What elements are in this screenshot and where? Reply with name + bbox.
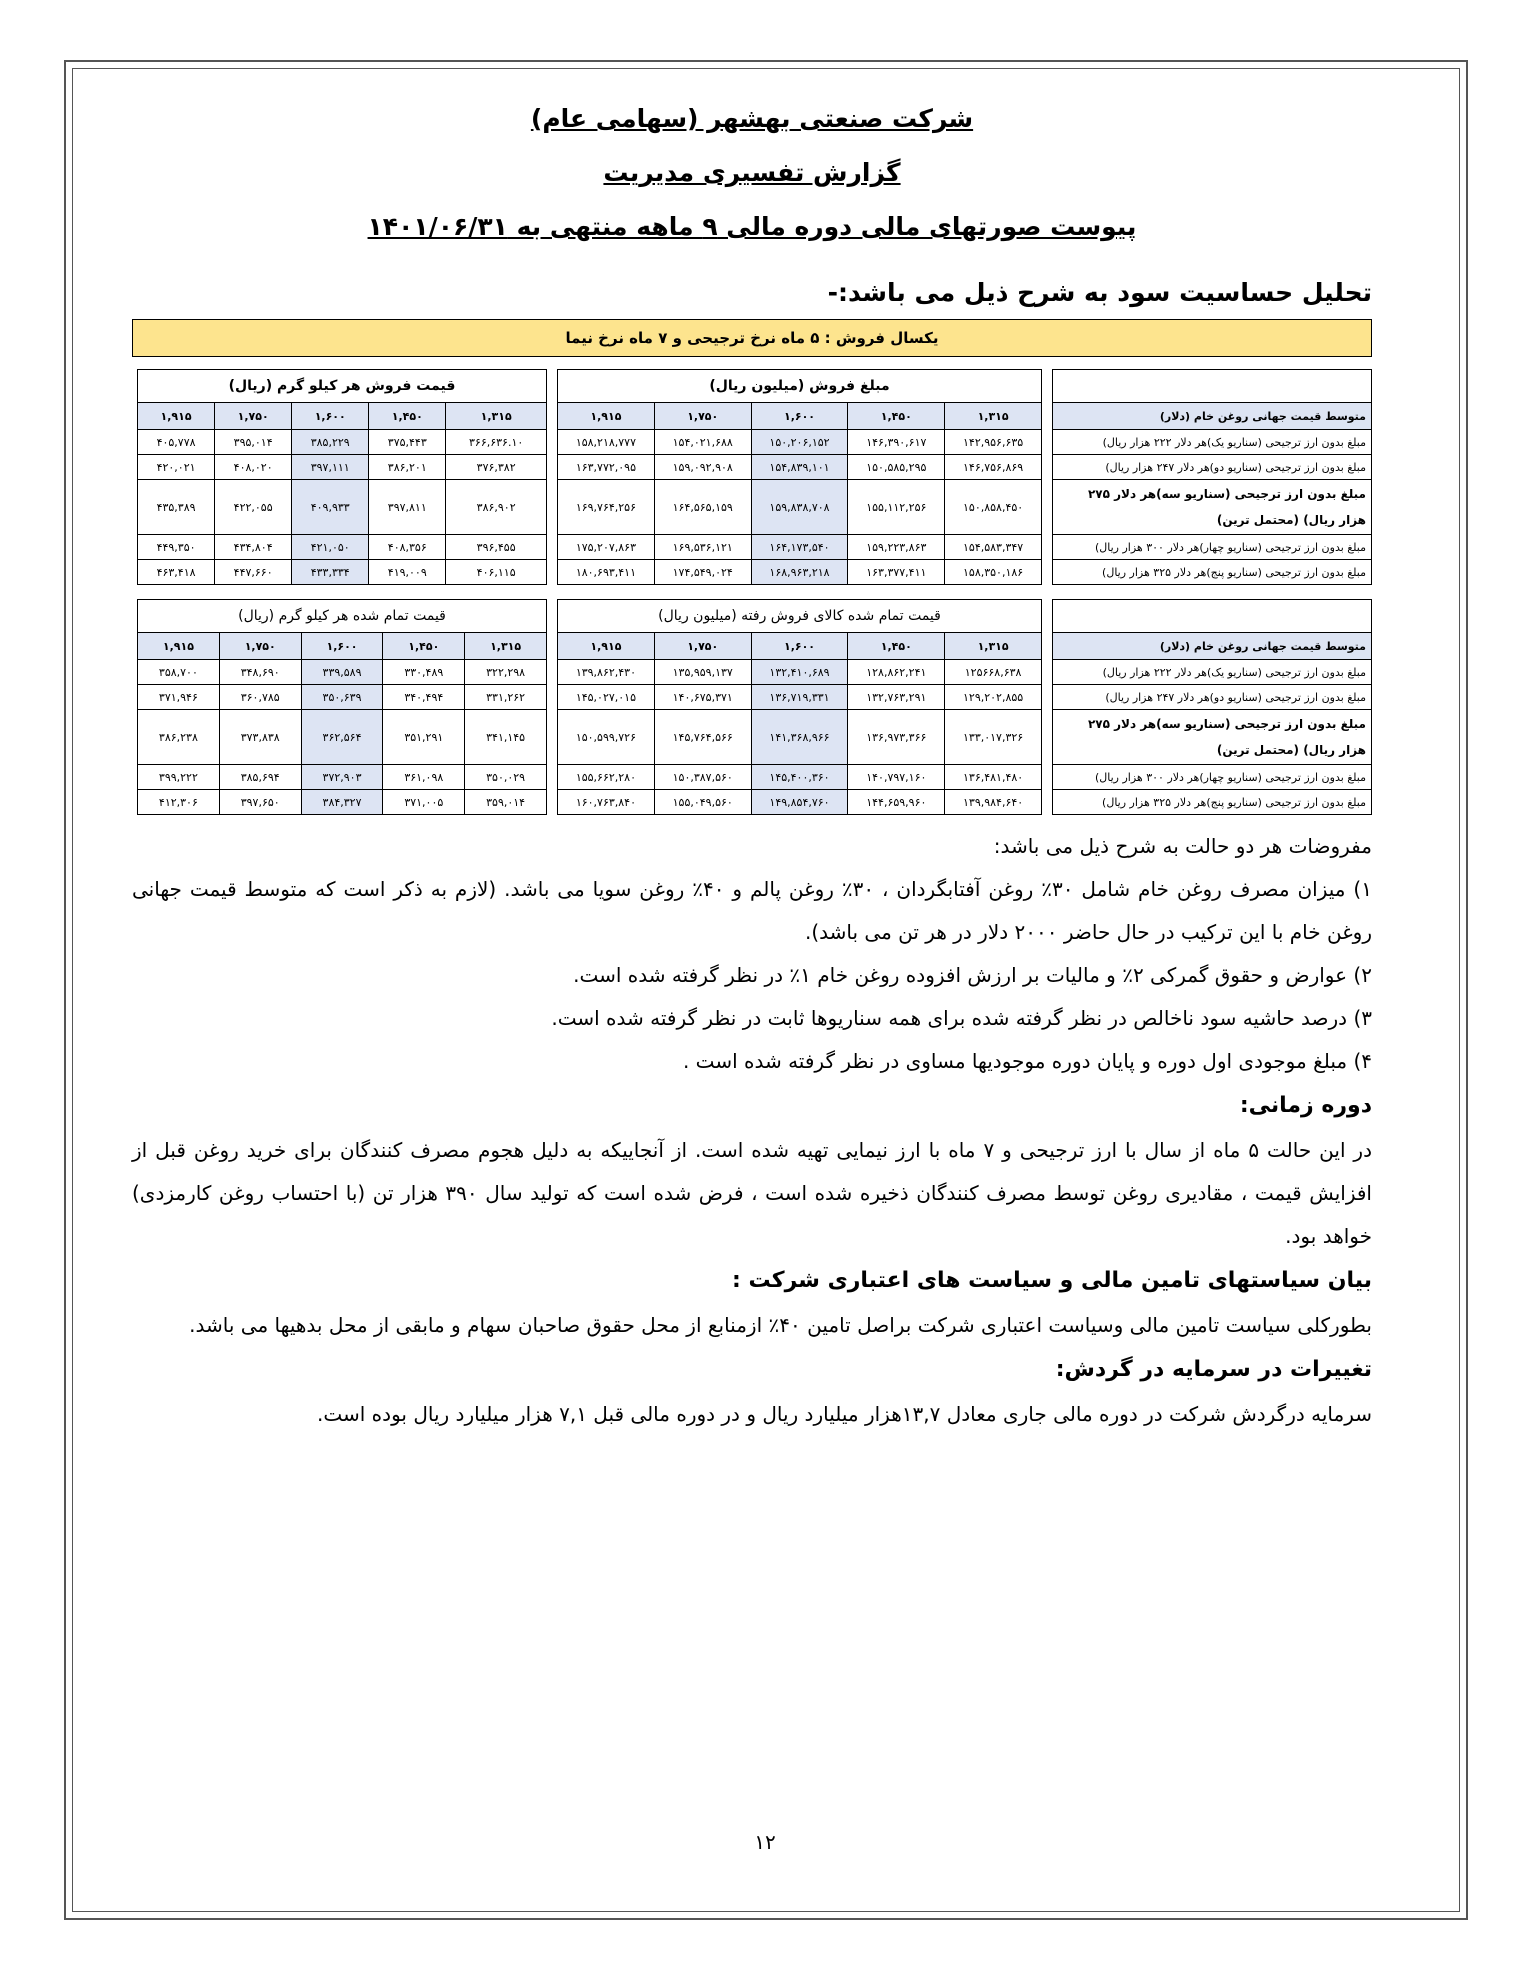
assumptions-section bbox=[132, 825, 1372, 1083]
cogs-unit-price-cell: ۳۵۰,۰۲۹ bbox=[465, 765, 547, 790]
cogs-amount-cell: ۱۵۰,۵۹۹,۷۲۶ bbox=[558, 710, 655, 765]
scenario-1-label: مبلغ بدون ارز ترجیحی (سناریو یک)هر دلار ۲۲۲ هزار ریال) bbox=[1053, 660, 1372, 685]
price-header-2: ۱,۴۵۰ bbox=[848, 403, 945, 430]
cogs-unit-price-cell: ۳۸۴,۳۲۷ bbox=[301, 790, 383, 815]
cogs-amount-cell: ۱۳۹,۸۶۲,۴۳۰ bbox=[558, 660, 655, 685]
table-row bbox=[138, 765, 547, 790]
sales-unit-price-cell: ۴۰۸,۳۵۶ bbox=[369, 535, 446, 560]
cogs-unit-price-cell: ۳۷۱,۰۰۵ bbox=[383, 790, 465, 815]
sales-unit-price-cell: ۴۱۹,۰۰۹ bbox=[369, 560, 446, 585]
sales-amount-cell: ۱۶۸,۹۶۳,۲۱۸ bbox=[751, 560, 848, 585]
working-capital-title: تغییرات در سرمایه در گردش: bbox=[1055, 1357, 1372, 1382]
cogs-unit-price-cell: ۳۵۰,۶۳۹ bbox=[301, 685, 383, 710]
cogs-unit-price-cell: ۳۴۰,۴۹۴ bbox=[383, 685, 465, 710]
sales-unit-price-cell: ۴۲۲,۰۵۵ bbox=[215, 480, 292, 535]
cogs-amount-cell: ۱۳۵,۹۵۹,۱۳۷ bbox=[654, 660, 751, 685]
cogs-unit-price-cell: ۳۸۶,۲۳۸ bbox=[138, 710, 220, 765]
assumption-4: ۴) مبلغ موجودی اول دوره و پایان دوره موجودیها مساوی در نظر گرفته شده است . bbox=[682, 1049, 1372, 1073]
sales-unit-price-cell: ۳۹۷,۱۱۱ bbox=[292, 455, 369, 480]
sales-amount-cell: ۱۵۸,۳۵۰,۱۸۶ bbox=[945, 560, 1042, 585]
sales-unit-price-cell: ۳۷۵,۴۴۳ bbox=[369, 430, 446, 455]
price-header-5: ۱,۹۱۵ bbox=[138, 403, 215, 430]
cogs-amount-cell: ۱۳۶,۹۷۳,۳۶۶ bbox=[848, 710, 945, 765]
table-row bbox=[558, 790, 1042, 815]
scenario-5-label: مبلغ بدون ارز ترجیحی (سناریو پنج)هر دلار ۳۲۵ هزار ریال) bbox=[1053, 560, 1372, 585]
table-row bbox=[558, 430, 1042, 455]
sales-unit-price-title: قیمت فروش هر کیلو گرم (ریال) bbox=[138, 370, 547, 403]
sales-amount-cell: ۱۷۵,۲۰۷,۸۶۳ bbox=[558, 535, 655, 560]
sales-amount-cell: ۱۶۹,۵۳۶,۱۲۱ bbox=[654, 535, 751, 560]
sales-unit-price-cell: ۳۹۷,۸۱۱ bbox=[369, 480, 446, 535]
table-row bbox=[138, 480, 547, 535]
price-header-2: ۱,۴۵۰ bbox=[848, 633, 945, 660]
company-name: شرکت صنعتی بهشهر (سهامی عام) bbox=[530, 104, 974, 133]
cogs-amount-cell: ۱۲۹,۲۰۲,۸۵۵ bbox=[945, 685, 1042, 710]
scenario-1-label: مبلغ بدون ارز ترجیحی (سناریو یک)هر دلار ۲۲۲ هزار ریال) bbox=[1053, 430, 1372, 455]
period-title: دوره زمانی: bbox=[1239, 1093, 1372, 1118]
assumption-2: ۲) عوارض و حقوق گمرکی ۲٪ و مالیات بر ارزش افزوده روغن خام ۱٪ در نظر گرفته شده است. bbox=[573, 963, 1372, 987]
sales-unit-price-cell: ۴۳۴,۸۰۴ bbox=[215, 535, 292, 560]
price-header-5: ۱,۹۱۵ bbox=[138, 633, 220, 660]
sales-amount-cell: ۱۸۰,۶۹۳,۴۱۱ bbox=[558, 560, 655, 585]
price-header-3: ۱,۶۰۰ bbox=[751, 403, 848, 430]
cogs-amount-cell: ۱۵۵,۰۴۹,۵۶۰ bbox=[654, 790, 751, 815]
page-content bbox=[132, 92, 1372, 1436]
table-row bbox=[558, 685, 1042, 710]
table-row bbox=[558, 535, 1042, 560]
table-row bbox=[558, 710, 1042, 765]
cogs-amount-cell: ۱۴۰,۷۹۷,۱۶۰ bbox=[848, 765, 945, 790]
scenario-banner: یکسال فروش : ۵ ماه نرخ ترجیحی و ۷ ماه نرخ نیما bbox=[132, 319, 1372, 357]
cogs-unit-price-cell: ۳۳۰,۴۸۹ bbox=[383, 660, 465, 685]
table-row bbox=[558, 480, 1042, 535]
assumption-1: ۱) میزان مصرف روغن خام شامل ۳۰٪ روغن آفتابگردان ، ۳۰٪ روغن پالم و ۴۰٪ روغن سویا می باشد. (لازم به ذکر است که متوسط قیمت جهانی روغن خام با این ترکیب در حال حاضر ۲۰۰۰ دلار در هر تن می باشد). bbox=[132, 877, 1372, 944]
scenario-2-label: مبلغ بدون ارز ترجیحی (سناریو دو)هر دلار ۲۴۷ هزار ریال) bbox=[1053, 685, 1372, 710]
cogs-amount-cell: ۱۴۵,۰۲۷,۰۱۵ bbox=[558, 685, 655, 710]
cogs-amount-cell: ۱۳۹,۹۸۴,۶۴۰ bbox=[945, 790, 1042, 815]
cogs-unit-price-cell: ۳۹۹,۲۲۲ bbox=[138, 765, 220, 790]
assumption-3: ۳) درصد حاشیه سود ناخالص در نظر گرفته شده برای همه سناریوها ثابت در نظر گرفته شده است. bbox=[551, 1006, 1372, 1030]
sales-amount-cell: ۱۶۴,۵۶۵,۱۵۹ bbox=[654, 480, 751, 535]
table-row bbox=[558, 765, 1042, 790]
sales-unit-price-cell: ۴۳۳,۳۳۴ bbox=[292, 560, 369, 585]
cogs-amount-cell: ۱۴۱,۳۶۸,۹۶۶ bbox=[751, 710, 848, 765]
price-header-5: ۱,۹۱۵ bbox=[558, 403, 655, 430]
price-header-4: ۱,۷۵۰ bbox=[219, 633, 301, 660]
table-row bbox=[138, 660, 547, 685]
sales-amount-cell: ۱۴۶,۷۵۶,۸۶۹ bbox=[945, 455, 1042, 480]
price-header-2: ۱,۴۵۰ bbox=[369, 403, 446, 430]
sales-unit-price-cell: ۳۹۵,۰۱۴ bbox=[215, 430, 292, 455]
scenario-label-table-1 bbox=[1052, 369, 1372, 585]
sales-unit-price-cell: ۴۶۳,۴۱۸ bbox=[138, 560, 215, 585]
table-row bbox=[558, 560, 1042, 585]
sales-amount-cell: ۱۵۴,۵۸۳,۳۴۷ bbox=[945, 535, 1042, 560]
cogs-amount-cell: ۱۵۰,۳۸۷,۵۶۰ bbox=[654, 765, 751, 790]
sales-unit-price-table bbox=[137, 369, 547, 585]
sales-amount-cell: ۱۵۹,۸۳۸,۷۰۸ bbox=[751, 480, 848, 535]
report-header bbox=[132, 92, 1372, 254]
sales-amount-cell: ۱۶۳,۷۷۲,۰۹۵ bbox=[558, 455, 655, 480]
finance-text: بطورکلی سیاست تامین مالی وسیاست اعتباری شرکت براصل تامین ۴۰٪ ازمنابع از محل حقوق صاحبان سهام و مابقی از محل بدهیها می باشد. bbox=[189, 1313, 1372, 1337]
price-header-3: ۱,۶۰۰ bbox=[292, 403, 369, 430]
sales-unit-price-cell: ۳۹۶,۴۵۵ bbox=[446, 535, 547, 560]
cogs-unit-price-cell: ۳۳۹,۵۸۹ bbox=[301, 660, 383, 685]
sales-amount-cell: ۱۶۳,۳۷۷,۴۱۱ bbox=[848, 560, 945, 585]
price-header-4: ۱,۷۵۰ bbox=[654, 403, 751, 430]
row-header: متوسط قیمت جهانی روغن خام (دلار) bbox=[1053, 403, 1372, 430]
cogs-unit-price-cell: ۳۸۵,۶۹۴ bbox=[219, 765, 301, 790]
sales-unit-price-cell: ۴۲۱,۰۵۰ bbox=[292, 535, 369, 560]
price-header-4: ۱,۷۵۰ bbox=[654, 633, 751, 660]
sales-unit-price-cell: ۳۸۵,۲۲۹ bbox=[292, 430, 369, 455]
scenario-3-label: مبلغ بدون ارز ترجیحی (سناریو سه)هر دلار ۲۷۵ هزار ریال) (محتمل ترین) bbox=[1053, 710, 1372, 765]
cogs-amount-cell: ۱۴۵,۷۶۴,۵۶۶ bbox=[654, 710, 751, 765]
cogs-amount-cell: ۱۲۵۶۶۸,۶۳۸ bbox=[945, 660, 1042, 685]
cogs-unit-price-table bbox=[137, 599, 547, 815]
table-row bbox=[138, 685, 547, 710]
sales-unit-price-cell: ۴۴۷,۶۶۰ bbox=[215, 560, 292, 585]
sales-unit-price-cell: ۴۰۹,۹۳۳ bbox=[292, 480, 369, 535]
row-header: متوسط قیمت جهانی روغن خام (دلار) bbox=[1053, 633, 1372, 660]
cogs-unit-price-cell: ۳۶۱,۰۹۸ bbox=[383, 765, 465, 790]
cogs-unit-price-title: قیمت تمام شده هر کیلو گرم (ریال) bbox=[138, 600, 547, 633]
sales-unit-price-cell: ۴۳۵,۳۸۹ bbox=[138, 480, 215, 535]
sales-tables bbox=[132, 369, 1372, 585]
price-header-1: ۱,۳۱۵ bbox=[446, 403, 547, 430]
cogs-amount-title: قیمت تمام شده کالای فروش رفته (میلیون ریال) bbox=[558, 600, 1042, 633]
period-text: در این حالت ۵ ماه از سال با ارز ترجیحی و ۷ ماه با ارز نیمایی تهیه شده است. از آنجاییکه به دلیل هجوم مصرف کنندگان برای خرید روغن قبل از افزایش قیمت ، مقادیری روغن توسط مصرف کنندگان ذخیره شده است ، فرض شده است که تولید سال ۳۹۰ هزار تن (با احتساب روغن کارمزدی) خواهد بود. bbox=[132, 1138, 1372, 1248]
cogs-amount-cell: ۱۳۲,۴۱۰,۶۸۹ bbox=[751, 660, 848, 685]
cogs-amount-cell: ۱۳۶,۴۸۱,۴۸۰ bbox=[945, 765, 1042, 790]
sales-unit-price-cell: ۴۰۵,۷۷۸ bbox=[138, 430, 215, 455]
table-row bbox=[138, 535, 547, 560]
cogs-unit-price-cell: ۳۵۱,۲۹۱ bbox=[383, 710, 465, 765]
cogs-unit-price-cell: ۳۴۱,۱۴۵ bbox=[465, 710, 547, 765]
cost-tables bbox=[132, 599, 1372, 815]
sales-amount-cell: ۱۷۴,۵۴۹,۰۲۴ bbox=[654, 560, 751, 585]
page-number: ۱۲ bbox=[754, 1830, 776, 1854]
cogs-unit-price-cell: ۳۷۱,۹۴۶ bbox=[138, 685, 220, 710]
table-row bbox=[558, 660, 1042, 685]
sales-unit-price-cell: ۴۰۶,۱۱۵ bbox=[446, 560, 547, 585]
sales-amount-cell: ۱۶۴,۱۷۳,۵۴۰ bbox=[751, 535, 848, 560]
cogs-unit-price-cell: ۳۳۱,۲۶۲ bbox=[465, 685, 547, 710]
cogs-amount-table bbox=[557, 599, 1042, 815]
scenario-4-label: مبلغ بدون ارز ترجیحی (سناریو چهار)هر دلار ۳۰۰ هزار ریال) bbox=[1053, 535, 1372, 560]
cogs-amount-cell: ۱۳۲,۷۶۳,۲۹۱ bbox=[848, 685, 945, 710]
price-header-1: ۱,۳۱۵ bbox=[465, 633, 547, 660]
cogs-unit-price-cell: ۳۷۳,۸۳۸ bbox=[219, 710, 301, 765]
cogs-amount-cell: ۱۴۹,۸۵۴,۷۶۰ bbox=[751, 790, 848, 815]
working-capital-text: سرمایه درگردش شرکت در دوره مالی جاری معادل ۱۳,۷هزار میلیارد ریال و در دوره مالی قبل ۷,۱ هزار میلیارد ریال بوده است. bbox=[317, 1402, 1372, 1426]
cogs-amount-cell: ۱۴۰,۶۷۵,۳۷۱ bbox=[654, 685, 751, 710]
cogs-amount-cell: ۱۲۸,۸۶۲,۲۴۱ bbox=[848, 660, 945, 685]
sales-amount-cell: ۱۵۴,۸۳۹,۱۰۱ bbox=[751, 455, 848, 480]
sales-amount-cell: ۱۵۹,۲۲۳,۸۶۳ bbox=[848, 535, 945, 560]
scenario-5-label: مبلغ بدون ارز ترجیحی (سناریو پنج)هر دلار ۳۲۵ هزار ریال) bbox=[1053, 790, 1372, 815]
cogs-unit-price-cell: ۳۵۸,۷۰۰ bbox=[138, 660, 220, 685]
sales-unit-price-cell: ۴۰۸,۰۲۰ bbox=[215, 455, 292, 480]
sales-amount-cell: ۱۵۰,۸۵۸,۴۵۰ bbox=[945, 480, 1042, 535]
price-header-1: ۱,۳۱۵ bbox=[945, 403, 1042, 430]
assumptions-intro: مفروضات هر دو حالت به شرح ذیل می باشد: bbox=[993, 834, 1372, 858]
table-row bbox=[138, 430, 547, 455]
sales-unit-price-cell: ۳۶۶,۶۳۶.۱۰ bbox=[446, 430, 547, 455]
sales-unit-price-cell: ۴۲۰,۰۲۱ bbox=[138, 455, 215, 480]
sales-amount-cell: ۱۴۶,۳۹۰,۶۱۷ bbox=[848, 430, 945, 455]
cogs-unit-price-cell: ۳۴۸,۶۹۰ bbox=[219, 660, 301, 685]
sales-amount-cell: ۱۵۰,۵۸۵,۲۹۵ bbox=[848, 455, 945, 480]
price-header-3: ۱,۶۰۰ bbox=[301, 633, 383, 660]
cogs-amount-cell: ۱۶۰,۷۶۳,۸۴۰ bbox=[558, 790, 655, 815]
cogs-amount-cell: ۱۴۴,۶۵۹,۹۶۰ bbox=[848, 790, 945, 815]
section-title: تحلیل حساسیت سود به شرح ذیل می باشد:- bbox=[827, 278, 1372, 307]
scenario-2-label: مبلغ بدون ارز ترجیحی (سناریو دو)هر دلار ۲۴۷ هزار ریال) bbox=[1053, 455, 1372, 480]
scenario-4-label: مبلغ بدون ارز ترجیحی (سناریو چهار)هر دلار ۳۰۰ هزار ریال) bbox=[1053, 765, 1372, 790]
sales-unit-price-cell: ۴۴۹,۳۵۰ bbox=[138, 535, 215, 560]
report-title: گزارش تفسیری مدیریت bbox=[603, 158, 901, 187]
table-row bbox=[138, 710, 547, 765]
scenario-3-label: مبلغ بدون ارز ترجیحی (سناریو سه)هر دلار ۲۷۵ هزار ریال) (محتمل ترین) bbox=[1053, 480, 1372, 535]
sales-amount-cell: ۱۶۹,۷۶۴,۲۵۶ bbox=[558, 480, 655, 535]
sales-unit-price-cell: ۳۷۶,۳۸۲ bbox=[446, 455, 547, 480]
price-header-3: ۱,۶۰۰ bbox=[751, 633, 848, 660]
cogs-unit-price-cell: ۳۲۲,۲۹۸ bbox=[465, 660, 547, 685]
price-header-4: ۱,۷۵۰ bbox=[215, 403, 292, 430]
cogs-unit-price-cell: ۴۱۲,۳۰۶ bbox=[138, 790, 220, 815]
sales-amount-cell: ۱۵۰,۲۰۶,۱۵۲ bbox=[751, 430, 848, 455]
report-period: پیوست صورتهای مالی دوره مالی ۹ ماهه منتهی به ۱۴۰۱/۰۶/۳۱ bbox=[367, 212, 1137, 241]
cogs-unit-price-cell: ۳۶۲,۵۶۴ bbox=[301, 710, 383, 765]
sales-amount-table bbox=[557, 369, 1042, 585]
sales-amount-cell: ۱۵۴,۰۲۱,۶۸۸ bbox=[654, 430, 751, 455]
table-row bbox=[138, 455, 547, 480]
scenario-label-table-2 bbox=[1052, 599, 1372, 815]
price-header-5: ۱,۹۱۵ bbox=[558, 633, 655, 660]
cogs-unit-price-cell: ۳۹۷,۶۵۰ bbox=[219, 790, 301, 815]
cogs-amount-cell: ۱۴۵,۴۰۰,۳۶۰ bbox=[751, 765, 848, 790]
table-row bbox=[138, 790, 547, 815]
cogs-amount-cell: ۱۵۵,۶۶۲,۲۸۰ bbox=[558, 765, 655, 790]
finance-title: بیان سیاستهای تامین مالی و سیاست های اعتباری شرکت : bbox=[732, 1268, 1372, 1293]
sales-unit-price-cell: ۳۸۶,۹۰۲ bbox=[446, 480, 547, 535]
table-row bbox=[558, 455, 1042, 480]
price-header-1: ۱,۳۱۵ bbox=[945, 633, 1042, 660]
table-row bbox=[138, 560, 547, 585]
sales-amount-cell: ۱۴۲,۹۵۶,۶۳۵ bbox=[945, 430, 1042, 455]
cogs-unit-price-cell: ۳۷۲,۹۰۳ bbox=[301, 765, 383, 790]
sales-amount-cell: ۱۵۸,۲۱۸,۷۷۷ bbox=[558, 430, 655, 455]
sales-amount-cell: ۱۵۵,۱۱۲,۲۵۶ bbox=[848, 480, 945, 535]
sales-unit-price-cell: ۳۸۶,۲۰۱ bbox=[369, 455, 446, 480]
cogs-amount-cell: ۱۳۶,۷۱۹,۳۳۱ bbox=[751, 685, 848, 710]
cogs-amount-cell: ۱۳۳,۰۱۷,۳۲۶ bbox=[945, 710, 1042, 765]
cogs-unit-price-cell: ۳۶۰,۷۸۵ bbox=[219, 685, 301, 710]
sales-amount-cell: ۱۵۹,۰۹۲,۹۰۸ bbox=[654, 455, 751, 480]
sales-amount-title: مبلغ فروش (میلیون ریال) bbox=[558, 370, 1042, 403]
cogs-unit-price-cell: ۳۵۹,۰۱۴ bbox=[465, 790, 547, 815]
price-header-2: ۱,۴۵۰ bbox=[383, 633, 465, 660]
